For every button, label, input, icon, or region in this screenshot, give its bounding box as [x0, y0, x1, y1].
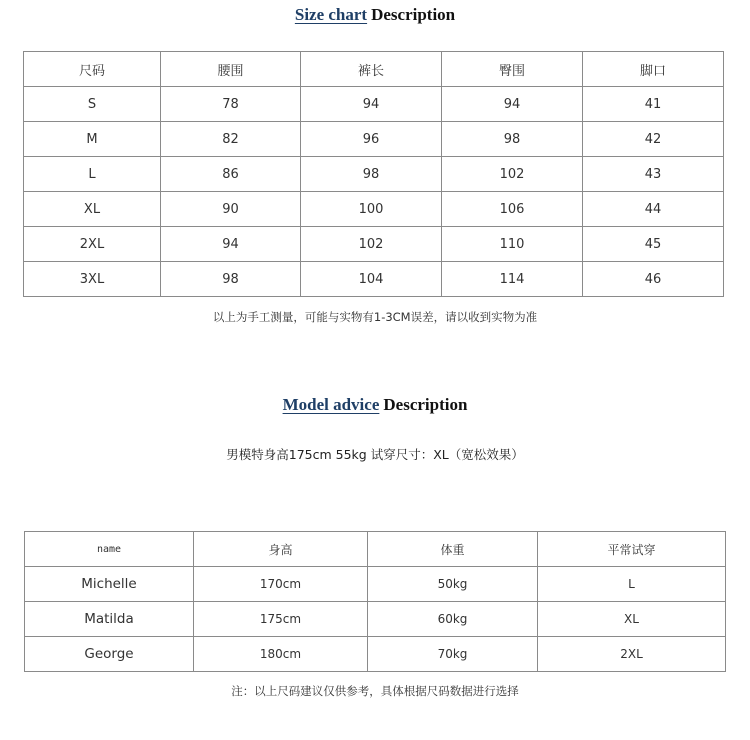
table-cell: 102 [301, 227, 442, 262]
table-cell: XL [538, 602, 726, 637]
table-cell: 86 [161, 157, 301, 192]
header-cell: name [25, 532, 194, 567]
table-cell: 90 [161, 192, 301, 227]
header-cell: 身高 [194, 532, 368, 567]
header-cell: 体重 [368, 532, 538, 567]
table-row [24, 227, 724, 262]
table-cell: S [24, 87, 161, 122]
header-cell: 尺码 [24, 52, 161, 87]
model-advice-title: Model advice [282, 395, 380, 414]
table-cell: 98 [301, 157, 442, 192]
size-chart-heading [0, 5, 750, 25]
table-row [24, 122, 724, 157]
table-cell: 42 [583, 122, 724, 157]
table-cell: 106 [442, 192, 583, 227]
header-cell: 腰围 [161, 52, 301, 87]
table-cell: 96 [301, 122, 442, 157]
model-info-text: 男模特身高175cm 55kg 试穿尺寸：XL（宽松效果） [226, 447, 524, 462]
table-row [25, 602, 726, 637]
table-row [24, 157, 724, 192]
table-header-row [25, 532, 726, 567]
table-row [24, 87, 724, 122]
table-cell: 70kg [368, 637, 538, 672]
header-cell: 裤长 [301, 52, 442, 87]
size-chart-table [23, 51, 724, 297]
header-cell: 平常试穿 [538, 532, 726, 567]
table-cell: 50kg [368, 567, 538, 602]
table-cell: 41 [583, 87, 724, 122]
table-cell: 102 [442, 157, 583, 192]
table-cell: 98 [442, 122, 583, 157]
model-advice-table [24, 531, 726, 672]
table-cell: 110 [442, 227, 583, 262]
table-cell: 94 [442, 87, 583, 122]
table-cell: 114 [442, 262, 583, 297]
table-cell: 180cm [194, 637, 368, 672]
table-cell: 60kg [368, 602, 538, 637]
table-cell: XL [24, 192, 161, 227]
table-cell: 44 [583, 192, 724, 227]
table-cell: 2XL [24, 227, 161, 262]
size-chart-note: 以上为手工测量，可能与实物有1-3CM误差，请以收到实物为准 [212, 310, 538, 324]
table-row [25, 637, 726, 672]
table-cell: 104 [301, 262, 442, 297]
size-chart-title-suffix: Description [371, 5, 456, 24]
table-cell: George [25, 637, 194, 672]
table-cell: 46 [583, 262, 724, 297]
header-cell: 脚口 [583, 52, 724, 87]
model-advice-title-suffix: Description [383, 395, 468, 414]
table-cell: 2XL [538, 637, 726, 672]
table-cell: M [24, 122, 161, 157]
table-cell: Michelle [25, 567, 194, 602]
table-cell: 45 [583, 227, 724, 262]
table-cell: 170cm [194, 567, 368, 602]
table-cell: 100 [301, 192, 442, 227]
table-cell: 94 [301, 87, 442, 122]
table-header-row [24, 52, 724, 87]
table-cell: Matilda [25, 602, 194, 637]
table-row [24, 192, 724, 227]
table-cell: 94 [161, 227, 301, 262]
header-cell: 臀围 [442, 52, 583, 87]
table-cell: 78 [161, 87, 301, 122]
table-cell: 98 [161, 262, 301, 297]
model-advice-note: 注：以上尺码建议仅供参考，具体根据尺码数据进行选择 [231, 684, 519, 698]
table-cell: 175cm [194, 602, 368, 637]
table-cell: L [538, 567, 726, 602]
size-chart-title: Size chart [294, 5, 368, 24]
table-cell: 43 [583, 157, 724, 192]
table-cell: L [24, 157, 161, 192]
table-row [25, 567, 726, 602]
table-cell: 82 [161, 122, 301, 157]
table-row [24, 262, 724, 297]
table-cell: 3XL [24, 262, 161, 297]
model-advice-heading [0, 395, 750, 415]
